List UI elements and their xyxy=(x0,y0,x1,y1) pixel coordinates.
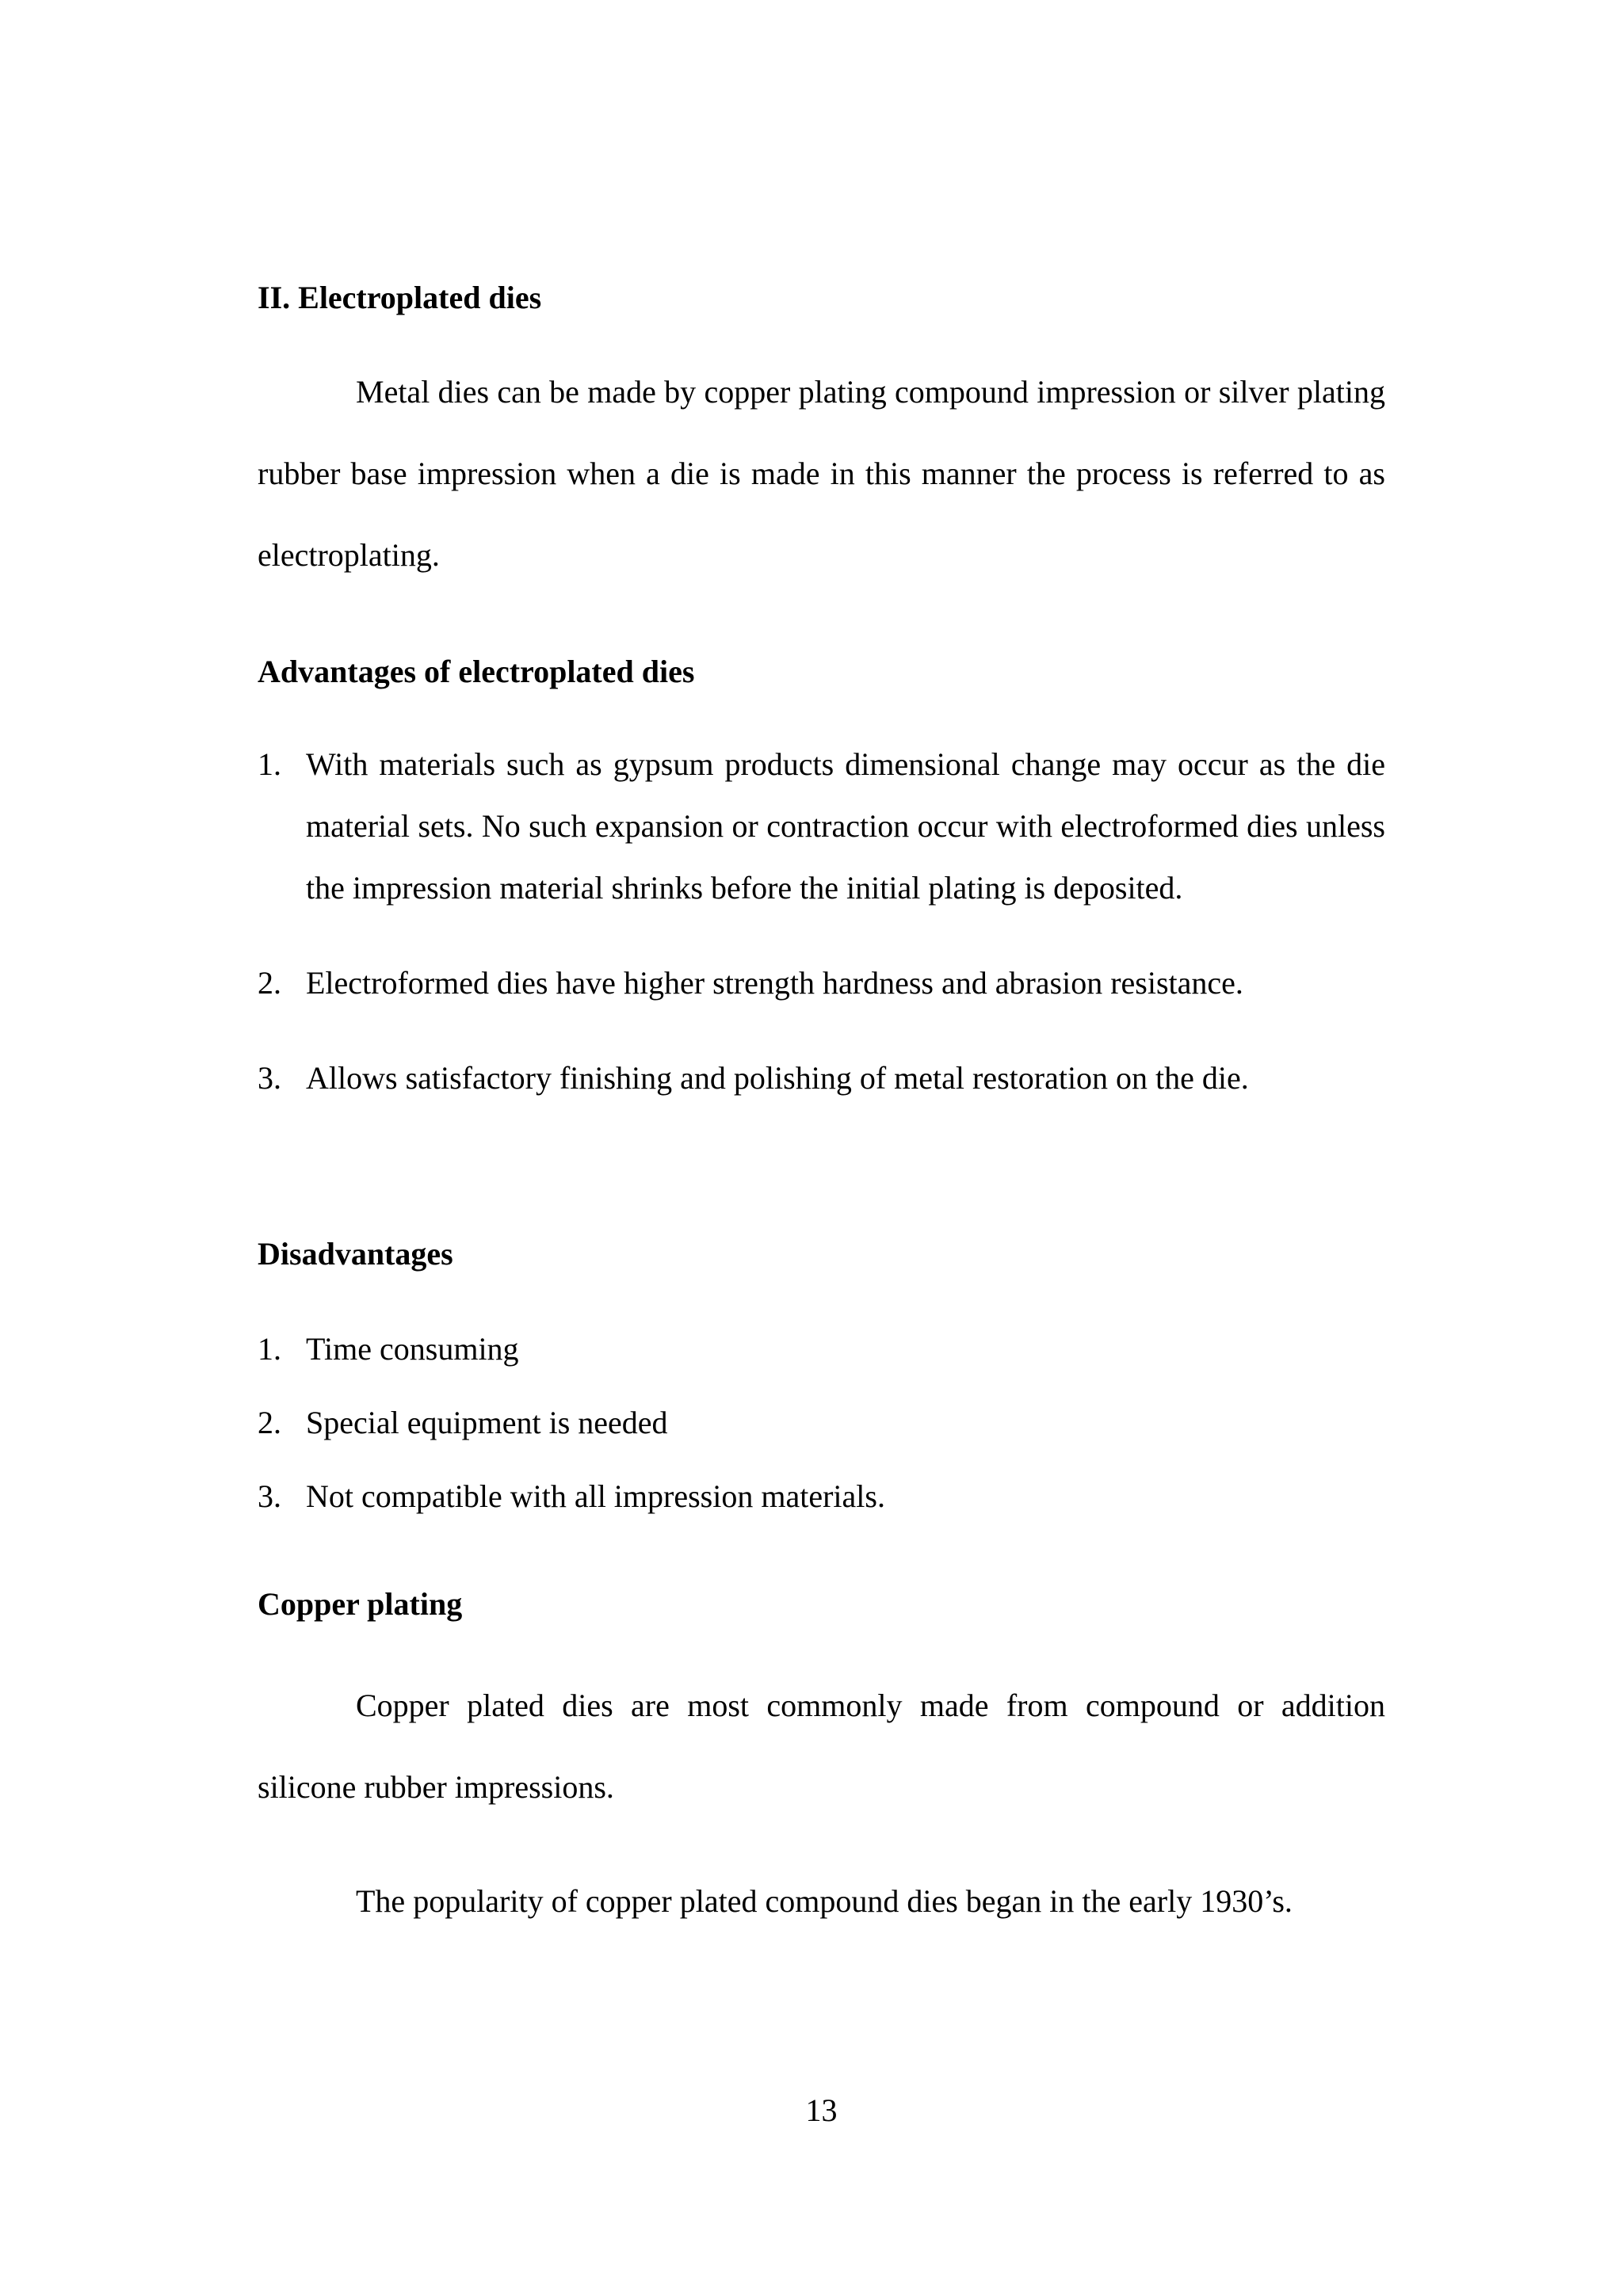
list-number: 3. xyxy=(258,1478,281,1514)
disadvantages-heading: Disadvantages xyxy=(258,1236,453,1272)
advantages-heading: Advantages of electroplated dies xyxy=(258,654,695,689)
list-number: 3. xyxy=(258,1060,281,1096)
advantages-list xyxy=(258,734,1385,1109)
intro-paragraph: Metal dies can be made by copper plating compound impression or silver plating rubber base impression when a die is made in this manner the process is referred to as electroplating. xyxy=(258,374,1385,573)
document-page xyxy=(258,0,1385,2296)
list-number: 1. xyxy=(258,746,281,782)
list-item xyxy=(258,1047,1385,1109)
page-number: 13 xyxy=(805,2092,838,2128)
list-item xyxy=(258,734,1385,919)
list-item-text: Not compatible with all impression materials. xyxy=(306,1478,885,1514)
copper-plating-paragraph: The popularity of copper plated compound dies began in the early 1930’s. xyxy=(356,1883,1293,1919)
list-item xyxy=(258,952,1385,1014)
list-item-text: Time consuming xyxy=(306,1331,519,1367)
disadvantages-list xyxy=(258,1312,1385,1533)
list-item-text: Allows satisfactory finishing and polishing of metal restoration on the die. xyxy=(306,1060,1249,1096)
list-item xyxy=(258,1459,1385,1533)
list-number: 2. xyxy=(258,965,281,1001)
list-item-text: With materials such as gypsum products dimensional change may occur as the die material sets. No such expansion or contraction occur with electroformed dies unless the impression material shrinks before the initial plating is deposited. xyxy=(306,746,1385,906)
list-item-text: Special equipment is needed xyxy=(306,1405,668,1440)
copper-plating-paragraph: Copper plated dies are most commonly made from compound or addition silicone rubber impressions. xyxy=(258,1688,1385,1805)
copper-plating-heading: Copper plating xyxy=(258,1586,463,1622)
list-item xyxy=(258,1386,1385,1459)
list-item xyxy=(258,1312,1385,1386)
list-number: 2. xyxy=(258,1405,281,1440)
section-heading: II. Electroplated dies xyxy=(258,280,542,315)
list-number: 1. xyxy=(258,1331,281,1367)
list-item-text: Electroformed dies have higher strength hardness and abrasion resistance. xyxy=(306,965,1243,1001)
